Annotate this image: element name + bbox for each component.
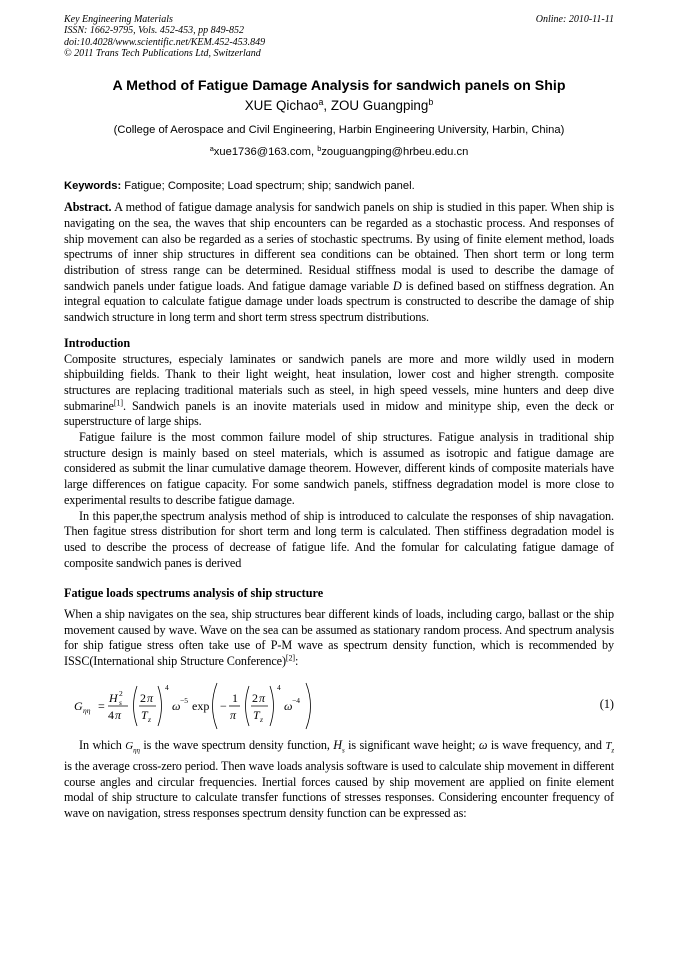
email-2-mark: b bbox=[317, 144, 322, 154]
equation-number: (1) bbox=[599, 696, 614, 711]
abstract-variable: D bbox=[392, 278, 402, 293]
sec2-p2-t3: is significant wave height; bbox=[344, 737, 479, 752]
author-separator: , bbox=[323, 98, 331, 114]
eq-lhs-g: G bbox=[74, 698, 83, 713]
author-1: XUE Qichao bbox=[244, 98, 319, 114]
eq-t-2: T bbox=[253, 707, 260, 722]
eq-equals: = bbox=[98, 698, 105, 713]
email-1: xue1736@163.com bbox=[213, 146, 311, 159]
paper-page bbox=[64, 14, 614, 822]
eq-h: H bbox=[109, 690, 118, 705]
keywords-text: Fatigue; Composite; Load spectrum; ship; sandwich panel. bbox=[121, 180, 415, 193]
eq-one: 1 bbox=[232, 690, 238, 705]
journal-name: Key Engineering Materials bbox=[64, 14, 173, 25]
eq-t-1: T bbox=[141, 707, 148, 722]
sec2-p2-omega: ω bbox=[478, 737, 488, 752]
eq-pi-4: π bbox=[259, 690, 266, 705]
eq-paren-open-3 bbox=[246, 686, 250, 726]
equation-1-formula bbox=[72, 680, 322, 732]
copyright-line: © 2011 Trans Tech Publications Ltd, Switzerland bbox=[64, 47, 261, 59]
email-2: zouguangping@hrbeu.edu.cn bbox=[321, 146, 469, 159]
online-date: Online: 2010-11-11 bbox=[535, 14, 614, 25]
abstract-text-1: A method of fatigue damage analysis for sandwich panels on ship is studied in this paper. When ship is navigating on the sea, the waves that ship encounters can be regarded as a stochastic process. And responses of ship movement can also be regarded as a series of stochastic spectrums. By using of finite element method, loads spectrums of inner ship structures in different sea conditions can be obtained. Then short term or long term distribution of stress range can be determined. Residual stiffness modal is used to describe the damage of sandwich panels under fatigue loads. And fatigue damage variable bbox=[64, 200, 614, 293]
intro-p1-text-b: . Sandwich panels is an inovite materials used in midow and minitype ship, even the deck or superstructure of large ships. bbox=[64, 398, 614, 429]
email-line bbox=[64, 145, 614, 159]
journal-header bbox=[64, 14, 614, 59]
eq-minus: − bbox=[220, 698, 227, 713]
intro-p1-ref: [1] bbox=[113, 398, 123, 408]
sec2-p1-text-a: When a ship navigates on the sea, ship structures bear different kinds of loads, including cargo, ballast or the ship movement caused by wave. Wave on the sea can be assumed as stationary random process. And spectrum analysis for ship fatigue stress often take use of P-M wave as spectrum density function, which is recommended by ISSC(International ship Structure Conference) bbox=[64, 607, 614, 669]
eq-omega-1: ω bbox=[172, 698, 181, 713]
intro-paragraph-2: Fatigue failure is the most common failure model of ship structures. Fatigue analysis in traditional ship structure design is mainly based on steel materials, which is assumed as isotropic and fatigue damage are considered as submit the linar cumulative damage theorem. However, different kinds of composite materials have large differences on fatigue capacity. For some sandwich panels, stiffness degradation model is more close to experimental results to describe fatigue damage. bbox=[64, 430, 614, 507]
section-2-heading: Fatigue loads spectrums analysis of ship structure bbox=[64, 586, 324, 601]
eq-pi-1: π bbox=[115, 707, 122, 722]
abstract-text-2: is defined based on stiffness degration. An integral equation to calculate fatigue damage under loads spectrum is constructed to describe the damage of ship sandwich structure in long term and short term stress spectrum distributions. bbox=[64, 278, 614, 325]
email-1-mark: a bbox=[209, 144, 214, 154]
author-2: ZOU Guangping bbox=[330, 98, 429, 114]
sec2-p2-t4: is wave frequency, and bbox=[487, 737, 606, 752]
keywords bbox=[64, 179, 614, 193]
sec2-p2-g: G bbox=[125, 739, 134, 752]
sec2-p2-t2: is the wave spectrum density function, bbox=[139, 737, 334, 752]
sec2-p1-ref: [2] bbox=[285, 653, 296, 663]
eq-two-2: 2 bbox=[252, 690, 258, 705]
eq-paren-close-2 bbox=[306, 683, 311, 729]
eq-h-sq: 2 bbox=[119, 688, 123, 698]
intro-paragraph-1 bbox=[64, 352, 614, 431]
eq-two-1: 2 bbox=[140, 690, 146, 705]
eq-pow-4-2: 4 bbox=[277, 682, 281, 692]
sec2-p2-h: H bbox=[333, 737, 342, 752]
section-2-paragraph-1 bbox=[64, 607, 614, 670]
introduction-heading: Introduction bbox=[64, 335, 131, 350]
eq-paren-close-1 bbox=[158, 686, 162, 726]
intro-p1-text-a: Composite structures, especialy laminates or sandwich panels are more and more wildly used in modern shipbuilding fields. Thank to their light weight, heat insulation, lower cost and higher strength. composite structures are replacing traditional materials such as steel, in high speed vessels, mine hunters and deep dive submarine bbox=[64, 351, 614, 413]
eq-four: 4 bbox=[108, 707, 114, 722]
section-2-paragraph-2 bbox=[64, 738, 614, 822]
abstract-label: Abstract. bbox=[64, 200, 112, 215]
author-1-mark: a bbox=[318, 97, 324, 108]
intro-paragraph-3: In this paper,the spectrum analysis method of ship is introduced to calculate the responses of ship navagation. Then fagitue stress distribution for short term and long term is calculated. Then stiffiness degradation model is used to describe the process of decrease of fatigue life. And the fomular for calculating fatigue damage of composite sandwich panes is derived bbox=[64, 508, 614, 570]
sec2-p2-g-sub: ηη bbox=[133, 746, 140, 755]
eq-paren-close-3 bbox=[270, 686, 274, 726]
paper-title: A Method of Fatigue Damage Analysis for sandwich panels on Ship bbox=[112, 78, 566, 95]
keywords-label: Keywords: bbox=[64, 180, 122, 193]
eq-pi-3: π bbox=[230, 707, 237, 722]
issn-line: ISSN: 1662-9795, Vols. 452-453, pp 849-852 bbox=[64, 25, 244, 37]
eq-pi-2: π bbox=[147, 690, 154, 705]
sec2-p1-text-b: : bbox=[295, 654, 299, 669]
abstract bbox=[64, 200, 614, 326]
eq-paren-open-2 bbox=[213, 683, 218, 729]
doi-line: doi:10.4028/www.scientific.net/KEM.452-453.849 bbox=[64, 36, 266, 48]
equation-1 bbox=[64, 680, 614, 732]
eq-omega-2: ω bbox=[284, 698, 293, 713]
sec2-p2-t5: is the average cross-zero period. Then wave loads analysis software is used to calculate ship movement in different course angles and circular frequencies. Inertial forces caused by ship movement are applied on finite element modal of ship structure to calculate transfer functions of stresses responses. Considering encounter frequency of wave on navigation, stress responses spectrum density function can be expressed as: bbox=[64, 759, 614, 821]
eq-t-sub-1: z bbox=[148, 714, 151, 724]
author-2-mark: b bbox=[428, 97, 434, 108]
sec2-p2-h-sub: s bbox=[341, 746, 345, 755]
sec2-p2-t: T bbox=[605, 739, 612, 752]
eq-pow-m5: −5 bbox=[180, 695, 188, 705]
eq-exp: exp bbox=[192, 698, 210, 713]
email-separator: , bbox=[311, 146, 318, 159]
eq-lhs-sub: ηη bbox=[83, 705, 91, 715]
sec2-p2-t1: In which bbox=[79, 737, 126, 752]
sec2-p2-t-sub: z bbox=[611, 746, 614, 755]
affiliation: (College of Aerospace and Civil Engineering, Harbin Engineering University, Harbin, China) bbox=[113, 124, 565, 137]
eq-paren-open-1 bbox=[134, 686, 138, 726]
eq-t-sub-2: z bbox=[260, 714, 263, 724]
eq-pow-m4: −4 bbox=[292, 695, 300, 705]
eq-h-sub: s bbox=[119, 697, 122, 707]
author-line bbox=[64, 97, 614, 114]
eq-pow-4-1: 4 bbox=[165, 682, 169, 692]
